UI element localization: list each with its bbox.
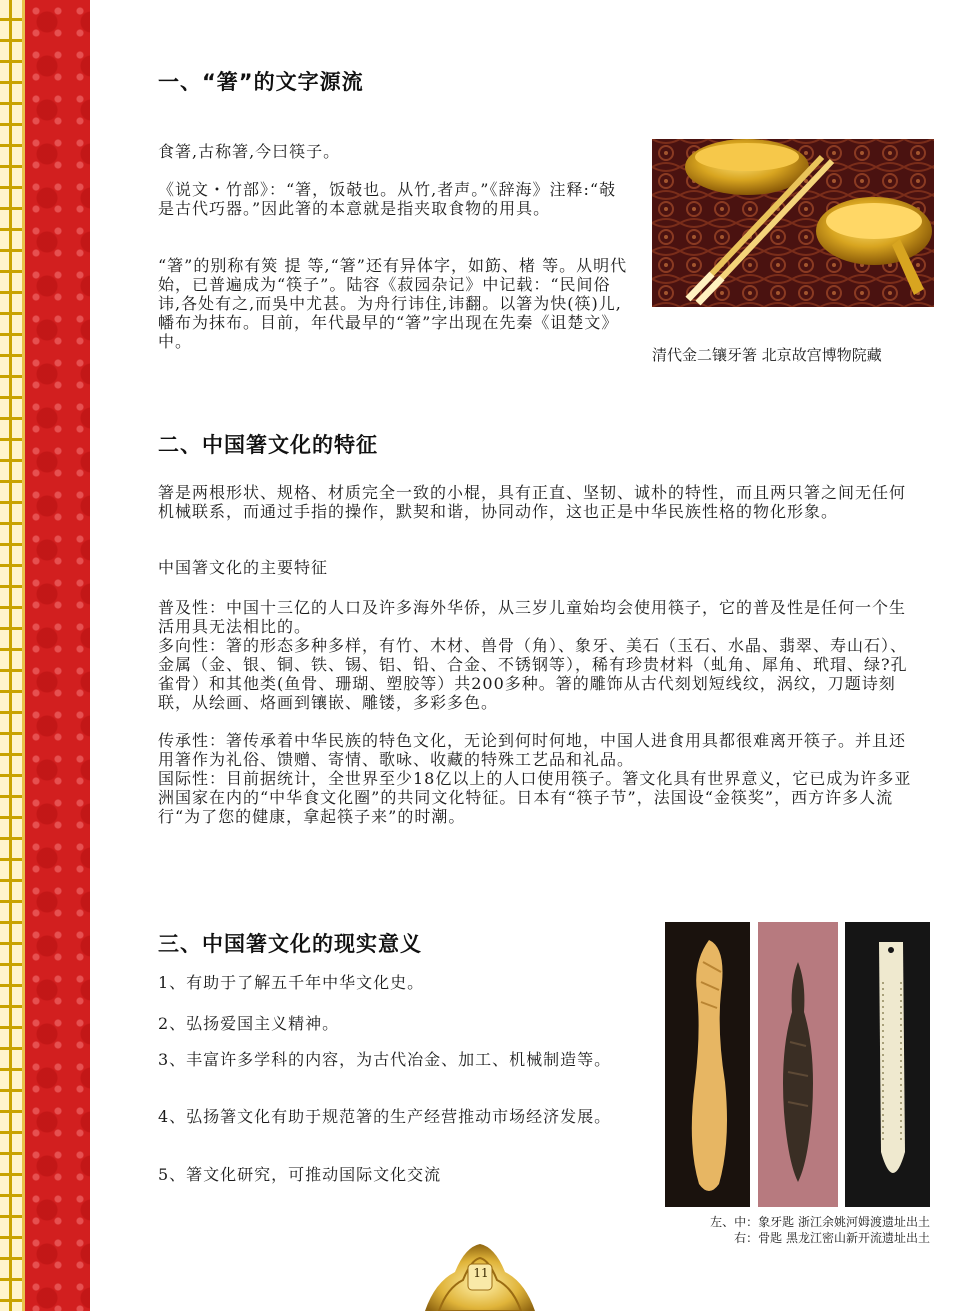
feature-internationality: 国际性：目前据统计，全世界至少18亿以上的人口使用筷子。箸文化具有世界意义，它已成为许多亚洲国家在内的“中华食文化圈”的共同文化特征。日本有“筷子节”，法国设“金筷奖”，西方许多人流行“为了您的健康，拿起筷子来”的时潮。 xyxy=(158,769,912,826)
significance-item-3: 3、丰富许多学科的内容，为古代冶金、加工、机械制造等。 xyxy=(158,1050,612,1069)
section3-photo-caption-line1: 左、中：象牙匙 浙江余姚河姆渡遗址出土 xyxy=(710,1215,930,1229)
feature-heritage: 传承性：箸传承着中华民族的特色文化，无论到何时何地，中国人进食用具都很难离开筷子。并且还用箸作为礼俗、馈赠、寄情、歌咏、收藏的特殊工艺品和礼品。 xyxy=(158,731,907,769)
significance-item-2: 2、弘扬爱国主义精神。 xyxy=(158,1014,340,1033)
section2-heading: 二、中国箸文化的特征 xyxy=(158,433,378,457)
section1-heading: 一、“箸”的文字源流 xyxy=(158,70,364,94)
page-number: 11 xyxy=(473,1266,489,1280)
section2-intro: 箸是两根形状、规格、材质完全一致的小棍，具有正直、坚韧、诚朴的特性，而且两只箸之间无任何机械联系，而通过手指的操作，默契和谐，协同动作，这也正是中华民族性格的物化形象。 xyxy=(158,483,907,521)
section3-heading: 三、中国箸文化的现实意义 xyxy=(158,932,422,956)
ivory-spoon-photo-middle xyxy=(758,922,838,1207)
section1-photo-caption: 清代金二镶牙箸 北京故宫博物院藏 xyxy=(652,346,882,364)
ivory-spoon-photo-left xyxy=(665,922,750,1207)
feature-universality: 普及性：中国十三亿的人口及许多海外华侨，从三岁儿童始均会使用筷子，它的普及性是任何一个生活用具无法相比的。 xyxy=(158,598,907,636)
section1-paragraph-2: 《说文・竹部》：“箸，饭攲也。从竹,者声。”《辞海》注释:“攲是古代巧器。”因此箸的本意就是指夹取食物的用具。 xyxy=(158,180,617,218)
chopsticks-bowl-photo xyxy=(652,139,934,307)
decorative-border xyxy=(0,0,90,1311)
section2-subheading: 中国箸文化的主要特征 xyxy=(158,558,329,577)
significance-item-5: 5、箸文化研究，可推动国际文化交流 xyxy=(158,1165,442,1184)
section3-photo-caption-line2: 右：骨匙 黑龙江密山新开流遗址出土 xyxy=(734,1231,930,1245)
section1-paragraph-3: “箸”的别称有筴 提 等,“箸”还有异体字，如筯、楮 等。从明代始，已普遍成为“筷子”。陆容《菽园杂记》中记载：“民间俗讳,各处有之,而吳中尤甚。为舟行讳住,讳翻。以箸为快(筷)儿,幡布为抹布。目前，年代最早的“箸”字出现在先秦《诅楚文》中。 xyxy=(158,256,628,351)
red-pattern-field xyxy=(25,0,90,1311)
feature-diversity: 多向性：箸的形态多种多样，有竹、木材、兽骨（角）、象牙、美石（玉石、水晶、翡翠、寿山石）、金属（金、银、铜、铁、锡、铝、铅、合金、不锈钢等），稀有珍贵材料（虬角、犀角、玳瑁、绿?孔雀骨）和其他类(鱼骨、珊瑚、塑胶等）共200多种。箸的雕饰从古代刻划短线纹，涡纹，刀题诗刻联，从绘画、烙画到镶嵌、雕镂，多彩多色。 xyxy=(158,636,908,712)
significance-item-4: 4、弘扬箸文化有助于规范箸的生产经营推动市场经济发展。 xyxy=(158,1107,612,1126)
significance-item-1: 1、有助于了解五千年中华文化史。 xyxy=(158,973,425,992)
fret-pattern-band xyxy=(0,0,22,1311)
bone-spoon-photo-right xyxy=(845,922,930,1207)
section1-paragraph-1: 食箸,古称箸,今曰筷子。 xyxy=(158,142,341,161)
